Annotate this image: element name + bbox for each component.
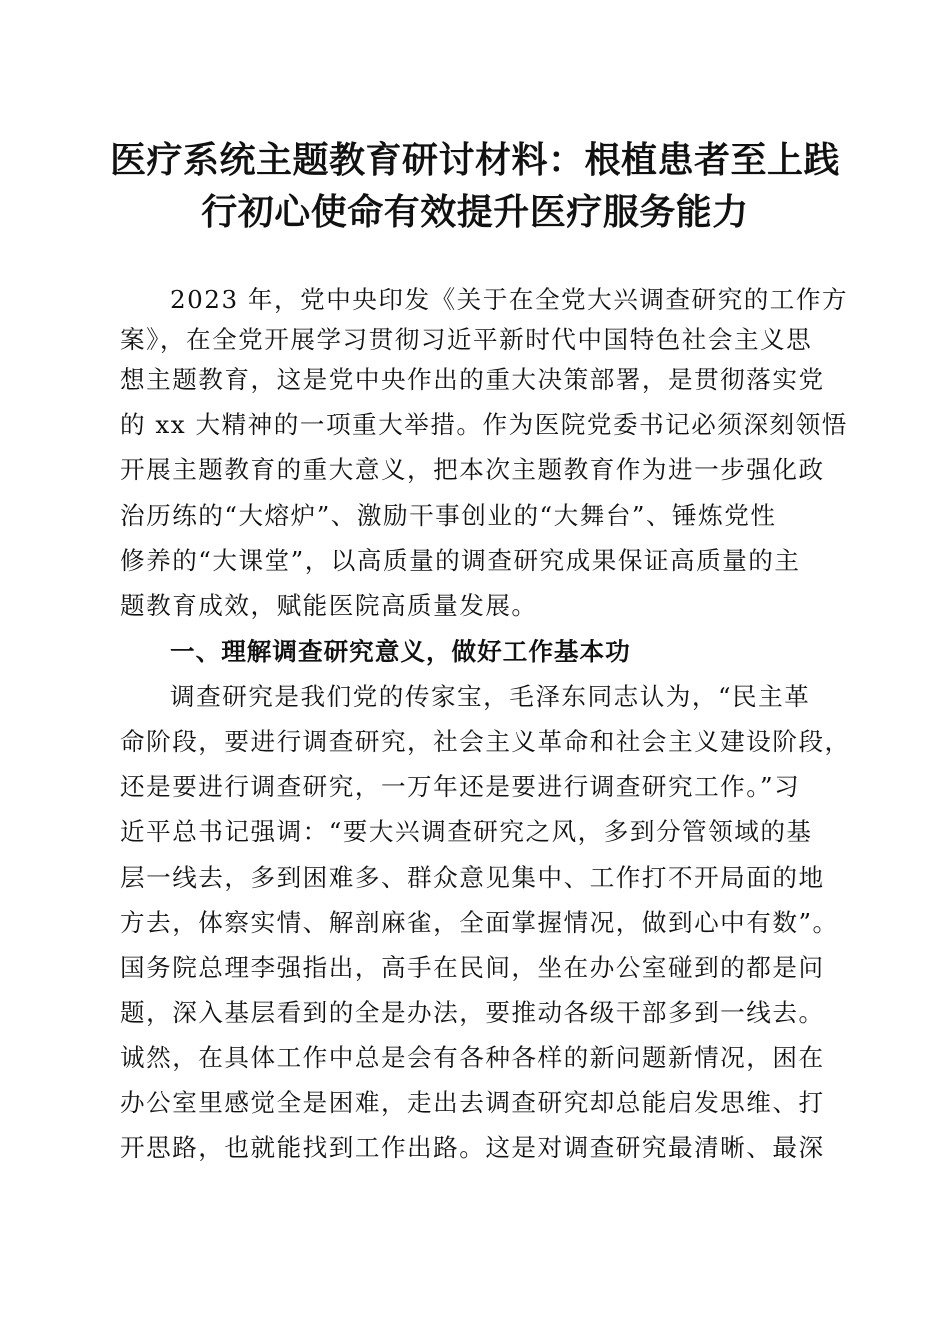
section-1-paragraph-line: 命阶段，要进行调查研究，社会主义革命和社会主义建设阶段， [120,727,851,756]
section-1-paragraph-line: 调查研究是我们党的传家宝，毛泽东同志认为，“民主革 [170,682,811,711]
intro-paragraph-line: 开展主题教育的重大意义，把本次主题教育作为进一步强化政 [120,455,825,484]
document-title-line-2: 行初心使命有效提升医疗服务能力 [201,191,749,233]
intro-paragraph-line: 治历练的“大熔炉”、激励干事创业的“大舞台”、锤炼党性 [120,501,777,530]
intro-paragraph-line: 修养的“大课堂”，以高质量的调查研究成果保证高质量的主 [120,546,801,575]
section-1-paragraph-line: 国务院总理李强指出，高手在民间，坐在办公室碰到的都是问 [120,953,825,982]
intro-paragraph-line: 2023 年，党中央印发《关于在全党大兴调查研究的工作方 [170,285,849,314]
section-1-paragraph-line: 诚然，在具体工作中总是会有各种各样的新问题新情况，困在 [120,1043,825,1072]
section-1-heading: 一、理解调查研究意义，做好工作基本功 [170,637,631,666]
section-1-paragraph-line: 近平总书记强调：“要大兴调查研究之风，多到分管领域的基 [120,817,813,846]
section-1-paragraph-line: 方去，体察实情、解剖麻雀，全面掌握情况，做到心中有数”。 [120,908,839,937]
intro-paragraph-line: 案》，在全党开展学习贯彻习近平新时代中国特色社会主义思 [120,325,813,354]
section-1-paragraph-line: 办公室里感觉全是困难，走出去调查研究却总能启发思维、打 [120,1088,825,1117]
section-1-paragraph-line: 还是要进行调查研究，一万年还是要进行调查研究工作。”习 [120,772,801,801]
section-1-paragraph-line: 层一线去，多到困难多、群众意见集中、工作打不开局面的地 [120,863,825,892]
intro-paragraph-line: 的 xx 大精神的一项重大举措。作为医院党委书记必须深刻领悟 [120,410,848,439]
document-title-line-1: 医疗系统主题教育研讨材料：根植患者至上践 [109,139,840,181]
section-1-paragraph-line: 题，深入基层看到的全是办法，要推动各级干部多到一线去。 [120,998,825,1027]
intro-paragraph-line: 题教育成效，赋能医院高质量发展。 [120,591,538,620]
section-1-paragraph-line: 开思路，也就能找到工作出路。这是对调查研究最清晰、最深 [120,1133,825,1162]
intro-paragraph-line: 想主题教育，这是党中央作出的重大决策部署，是贯彻落实党 [120,365,825,394]
